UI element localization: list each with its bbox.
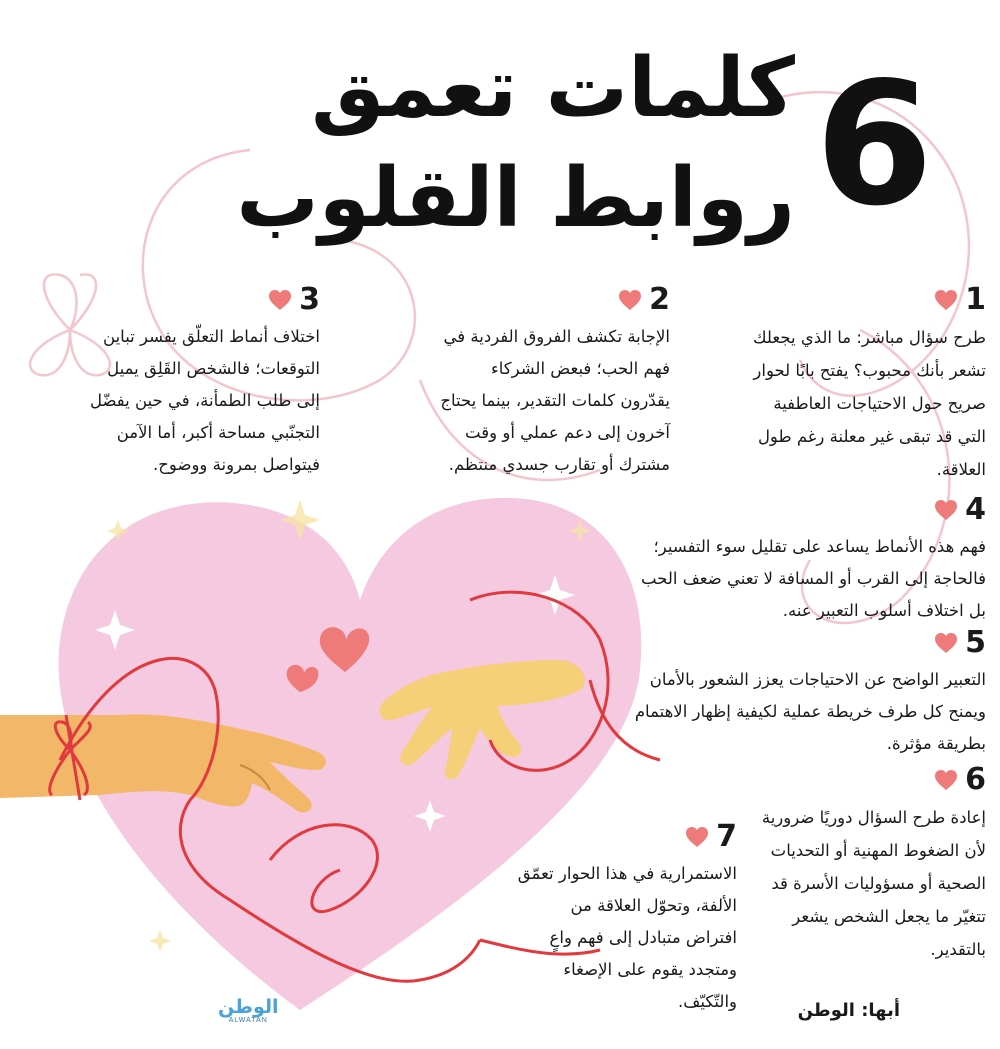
item-number: 3	[299, 282, 320, 317]
item-number: 6	[965, 762, 986, 797]
logo-sub: ALWATAN	[228, 1017, 268, 1024]
item-4	[626, 492, 986, 627]
item-number: 7	[716, 819, 737, 854]
item-3	[90, 282, 320, 481]
heart-icon	[684, 825, 710, 849]
title-number: 6	[815, 46, 934, 244]
item-text: إعادة طرح السؤال دوريًا ضرورية لأن الضغوط المهنية أو التحديات الصحية أو مسؤوليات الأسرة قد تتغيّر ما يجعل الشخص يشعر بالتقدير.	[761, 808, 986, 959]
item-5	[626, 625, 986, 760]
heart-icon	[933, 498, 959, 522]
item-7	[517, 819, 737, 1018]
credit-line: أبها: الوطن	[797, 1000, 900, 1021]
title-line-2: روابط القلوب	[236, 151, 795, 246]
item-number: 4	[965, 492, 986, 527]
item-6	[751, 762, 986, 966]
title-line-1: كلمات تعمق	[311, 41, 795, 136]
item-text: طرح سؤال مباشر: ما الذي يجعلك تشعر بأنك محبوب؟ يفتح بابًا لحوار صريح حول الاحتياجات العاطفية التي قد تبقى غير معلنة رغم طول العلاقة.	[753, 328, 986, 479]
item-text: اختلاف أنماط التعلّق يفسر تباين التوقعات؛ فالشخص القَلِق يميل إلى طلب الطمأنة، في حين يفضّل التجنّبي مساحة أكبر، أما الآمن فيتواصل بمرونة ووضوح.	[90, 327, 320, 474]
heart-icon	[933, 768, 959, 792]
heart-icon	[933, 631, 959, 655]
item-1	[746, 282, 986, 486]
alwatan-logo	[218, 998, 279, 1024]
logo-word: الوطن	[218, 996, 279, 1018]
heart-icon	[267, 288, 293, 312]
item-number: 2	[649, 282, 670, 317]
item-number: 5	[965, 625, 986, 660]
item-text: فهم هذه الأنماط يساعد على تقليل سوء التفسير؛ فالحاجة إلى القرب أو المسافة لا تعني ضعف الحب بل اختلاف أسلوب التعبير عنه.	[641, 537, 986, 620]
item-2	[440, 282, 670, 481]
item-text: الإجابة تكشف الفروق الفردية في فهم الحب؛ فبعض الشركاء يقدّرون كلمات التقدير، بينما يحتاج آخرون إلى دعم عملي أو وقت مشترك أو تقارب جسدي منتظم.	[440, 327, 670, 474]
heart-icon	[617, 288, 643, 312]
heart-icon	[933, 288, 959, 312]
item-text: التعبير الواضح عن الاحتياجات يعزز الشعور بالأمان ويمنح كل طرف خريطة عملية لكيفية إظهار الاهتمام بطريقة مؤثرة.	[634, 670, 986, 753]
item-text: الاستمرارية في هذا الحوار تعمّق الألفة، وتحوّل العلاقة من افتراض متبادل إلى فهم واعٍ ومتجدد يقوم على الإصغاء والتّكيّف.	[517, 864, 737, 1011]
item-number: 1	[965, 282, 986, 317]
